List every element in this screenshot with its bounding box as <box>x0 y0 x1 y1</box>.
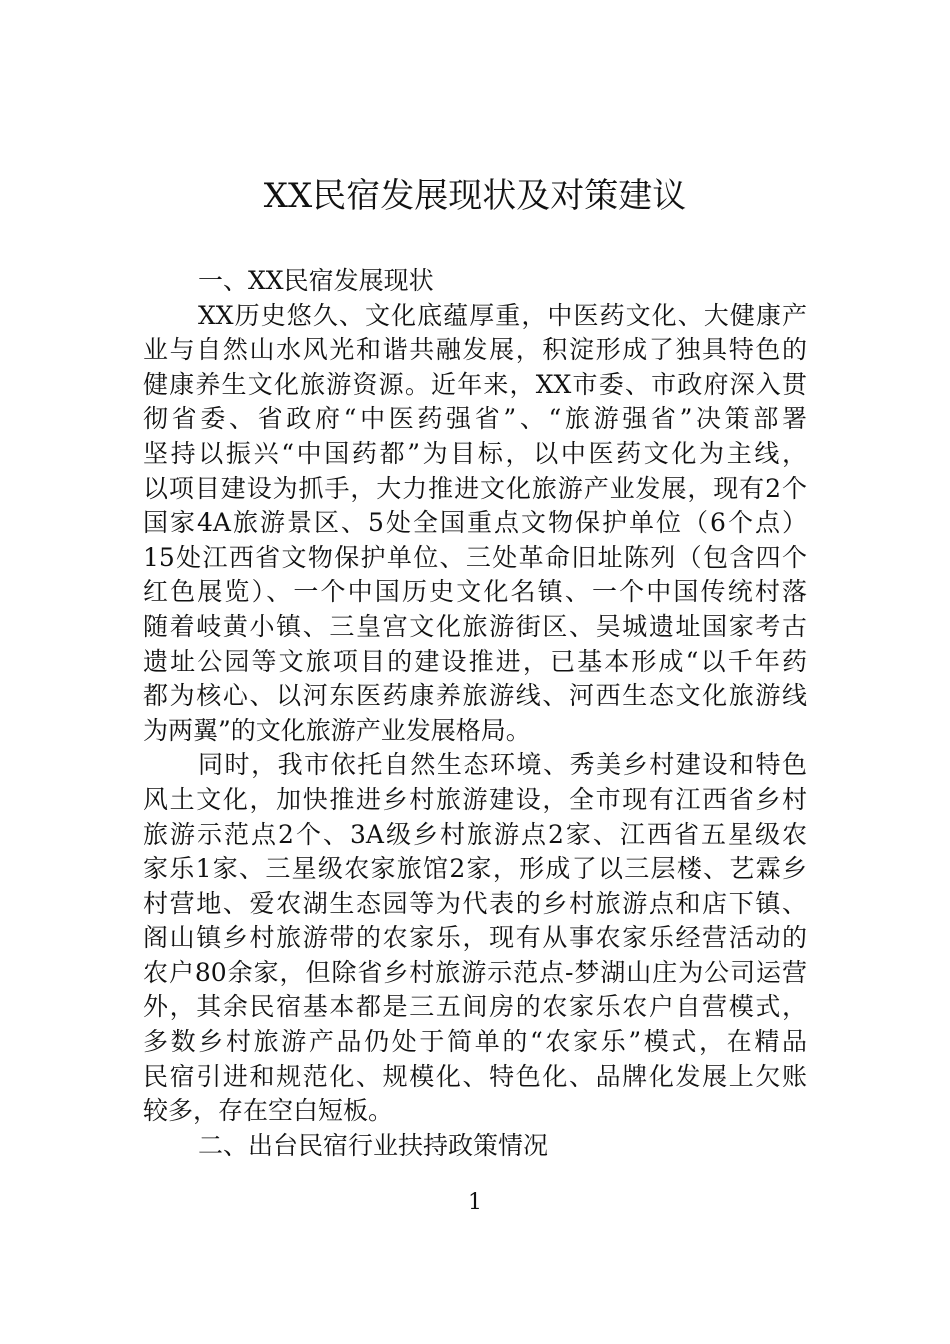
section-heading <box>143 264 807 299</box>
text-line: 15处江西省文物保护单位、三处革命旧址陈列（包含四个 <box>143 542 807 572</box>
text-line: 村营地、爱农湖生态园等为代表的乡村旅游点和店下镇、 <box>143 888 807 918</box>
text-line: 为两翼”的文化旅游产业发展格局。 <box>143 715 531 745</box>
text-line: 业与自然山水风光和谐共融发展，积淀形成了独具特色的 <box>143 335 807 365</box>
text-line: 农户80余家，但除省乡村旅游示范点-梦湖山庄为公司运营 <box>143 957 807 987</box>
text-line: 风土文化，加快推进乡村旅游建设，全市现有江西省乡村 <box>143 784 807 814</box>
text-line: 外，其余民宿基本都是三五间房的农家乐农户自营模式， <box>143 992 807 1022</box>
text-line: 较多，存在空白短板。 <box>143 1096 394 1126</box>
text-line: XX历史悠久、文化底蕴厚重，中医药文化、大健康产 <box>198 300 807 330</box>
text-line: 民宿引进和规范化、规模化、特色化、品牌化发展上欠账 <box>143 1061 807 1091</box>
text-line: 一、XX民宿发展现状 <box>198 266 434 295</box>
text-line: 二、出台民宿行业扶持政策情况 <box>198 1130 549 1160</box>
text-line: 随着岐黄小镇、三皇宫文化旅游街区、吴城遗址国家考古 <box>143 611 807 641</box>
text-line: 阁山镇乡村旅游带的农家乐，现有从事农家乐经营活动的 <box>143 923 807 953</box>
text-line: 都为核心、以河东医药康养旅游线、河西生态文化旅游线 <box>143 681 807 711</box>
text-line: 彻省委、省政府“中医药强省”、“旅游强省”决策部署 <box>143 404 807 434</box>
text-line: 同时，我市依托自然生态环境、秀美乡村建设和特色 <box>198 750 807 780</box>
section-heading <box>143 1129 807 1164</box>
text-line: 国家4A旅游景区、5处全国重点文物保护单位（6个点） <box>143 508 807 538</box>
text-line: 家乐1家、三星级农家旅馆2家，形成了以三层楼、艺霖乡 <box>143 854 807 884</box>
text-line: 以项目建设为抓手，大力推进文化旅游产业发展，现有2个 <box>143 473 807 503</box>
text-line: 旅游示范点2个、3A级乡村旅游点2家、江西省五星级农 <box>143 819 807 849</box>
document-title: XX民宿发展现状及对策建议 <box>263 176 687 216</box>
text-line: 健康养生文化旅游资源。近年来，XX市委、市政府深入贯 <box>143 369 807 399</box>
paragraph <box>143 748 807 1129</box>
text-line: 红色展览）、一个中国历史文化名镇、一个中国传统村落 <box>143 577 807 607</box>
text-line: 坚持以振兴“中国药都”为目标，以中医药文化为主线， <box>143 438 807 468</box>
text-line: 多数乡村旅游产品仍处于简单的“农家乐”模式，在精品 <box>143 1027 807 1057</box>
paragraph <box>143 299 807 749</box>
document-body <box>143 264 807 1163</box>
page-number: 1 <box>468 1190 482 1215</box>
text-line: 遗址公园等文旅项目的建设推进，已基本形成“以千年药 <box>143 646 807 676</box>
